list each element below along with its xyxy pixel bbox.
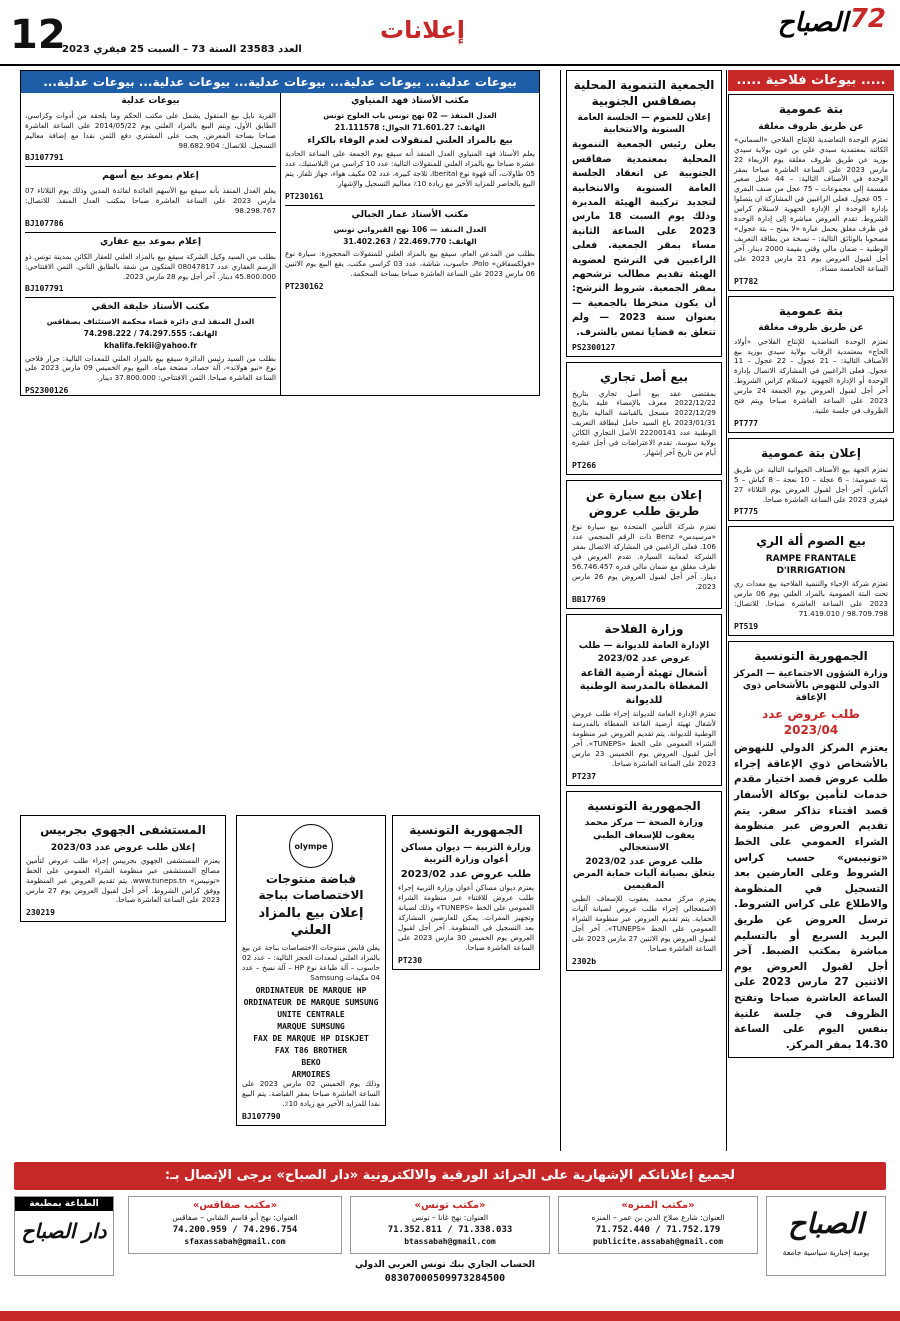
ad-body: تعتزم الوحدة التعاضدية للإنتاج الفلاحي «أولاد الحاج» بمعتمدية الرقاب بولاية سيدي بوزيد بيع الأصناف التالية: – 21 عجول – 22 عجول – 11 عجول. فعلى الراغبين في المشاركة الاتصال بإدارة الوحدة أو الإدارة الجهوية لاستلام كراس الشروط. آخر أجل لقبول العروض يوم الجمعة 24 مارس 2023 على الساعة العاشرة صباحا ويتم فتح الظروف في جلسة علنية. <box>734 336 888 416</box>
ad-body: يعلم الأستاذ فهد المنياوي العدل المنفذ أنه سيقع يوم الجمعة على الساعة الحادية عشرة صباحا بيع بالمزاد العلني للمنقولات التالية: عدد 10 كراسي من البلاستيك، عدد 05 طاولات، آلة قهوة نوع Iberital، ثلاجة كبيرة، عدد 02 مكيف هواء، جهاز تلفاز. يتم البيع بالحاضر للمزايد الأخير مع زيادة 10٪ معاليم التسجيل والإشهار. <box>285 149 535 188</box>
page-header <box>0 0 900 66</box>
column-agricultural <box>728 70 894 1151</box>
ad-body: يعتزم مركز محمد يعقوب للإسعاف الطبي الاستعجالي إجراء طلب عروض لصيانة آليات الحماية. يتم تقديم العروض عبر منظومة الشراء العمومي على الخط «TUNEPS». آخر أجل لقبول العروض يوم الاثنين 27 مارس 2023 على الساعة العاشرة صباحا. <box>572 894 716 953</box>
ad-ref: BJ107791 <box>25 153 64 163</box>
ad-ref: PS2300126 <box>25 386 69 396</box>
office-tunis <box>350 1196 550 1254</box>
ad-phones: الهاتف: 71.601.27 الجوال: 21.111578 <box>334 122 486 132</box>
list-item: ORDINATEUR DE MARQUE HP <box>255 985 367 995</box>
issue-line: العدد 23583 السنة 73 – السبت 25 فيفري 2023 <box>62 44 302 55</box>
printer-name: دار الصباح <box>21 1219 107 1243</box>
ad-title: مكتب الأستاذ فهد المنياوي <box>351 96 469 106</box>
office-address: العنوان: شارع صلاح الدين بن عمر – المنزه <box>591 1213 725 1222</box>
ad-health <box>566 791 722 971</box>
list-item: BEKO <box>301 1057 321 1067</box>
ad-subtitle: إعلان طلب عروض عدد 2023/03 <box>50 842 196 853</box>
ad-body: وذلك يوم الخميس 02 مارس 2023 على الساعة العاشرة صباحا بمقر القباضة. يتم البيع نقدا للمزايد الأخير مع زيادة 10٪. <box>242 1078 380 1108</box>
ad-title: الجمهورية التونسية <box>587 798 701 813</box>
ad-title: إعلام بموعد بيع عقاري <box>99 236 202 247</box>
ad-subtitle: وزارة الصحة — مركز محمد يعقوب للإسعاف الطبي الاستعجالي <box>584 818 704 853</box>
footer-brand-name: الصباح <box>788 1207 864 1240</box>
ad-body: تعتزم شركة التأمين المتحدة بيع سيارة نوع «مرسيدس» Benz ذات الرقم المنجمي عدد 106. فعلى الراغبين في المشاركة الاتصال بمقر الشركة لمعاينة السيارة. تقدم العروض في ظرف مغلق مع ضمان مالي قدره 56.746.457 دينار. آخر أجل لقبول العروض يوم 26 مارس 2023. <box>572 522 716 591</box>
ad-ref: BJ107791 <box>25 284 64 294</box>
ad-headline: بيع بالمزاد العلني لمنقولات لعدم الوفاء بالكراء <box>307 135 513 146</box>
ad-social-affairs <box>728 641 894 1058</box>
column-hospital <box>20 815 226 1151</box>
column-rule <box>560 70 561 1151</box>
ad-subtitle: إعلان للعموم — الجلسة العامة السنوية والانتخابية <box>577 113 711 136</box>
ad-agri-2 <box>728 296 894 433</box>
ad-body: بطلب من السيد وكيل الشركة سيقع بيع بالمزاد العلني للعقار الكائن بمدينة تونس ذو الرسم العقاري عدد 08047817 المتكون من شقة بالطابق الثاني. الثمن الافتتاحي: 45.800.000 دينار. آخر أجل يوم 28 مارس 2023. <box>25 251 276 281</box>
ad-title: إعلان بتة عمومية <box>760 446 862 461</box>
ad-ref: BJ107786 <box>25 218 64 228</box>
ad-agri-4 <box>728 526 894 636</box>
ad-title: وزارة الفلاحة <box>604 621 684 636</box>
office-sfax <box>128 1196 342 1254</box>
ad-title: مكتب الأستاذ عمار الجبالي <box>351 209 469 220</box>
office-phone: 74.200.959 / 74.296.754 <box>172 1224 298 1235</box>
ad-body: يعلن رئيس الجمعية التنموية المحلية بمعتمدية صفاقس الجنوبية عن انعقاد الجلسة العامة السنوية والانتخابية لتجديد تركيبة الهيئة المديرة وذلك يوم السبت 18 مارس 2023 على الساعة الثانية مساء بمقر الجمعية. فعلى الراغبين في الترشح لعضوية الهيئة تقديم مطالب ترشحهم بمقر الجمعية. شروط الترشح: أن يكون منخرطا بالجمعية — بعنوان سنة 2023 — ولم تتعلق به قضايا تمس بالشرف. <box>572 139 716 338</box>
divider <box>285 205 535 206</box>
footer-banner: لجميع إعلاناتكم الإشهارية على الجرائد الورقية والالكترونية «دار الصباح» يرجى الإتصال بـ: <box>14 1162 886 1190</box>
office-email[interactable]: btassabah@gmail.com <box>404 1236 496 1246</box>
ad-title: الجمهورية التونسية <box>754 649 868 664</box>
ad-body: يعتزم المركز الدولي للنهوض بالأشخاص ذوي الإعاقة إجراء طلب عروض قصد اختيار مقدم خدمات لتأمين بوكالة الأسفار قصد اقتناء تذاكر سفر. يتم تقديم العروض عبر منظومة الشراء العمومي على الخط «تونيبس» حسب كراس الشروط وعلى العارضين بعد التسجيل في المنظومة والاطلاع على كراس الشروط. ترسل العروض عن طريق البريد السريع أو بالتسليم مباشرة بمكتب الضبط. آخر أجل لقبول العروض يوم الاثنين 27 مارس 2023 على الساعة العاشرة صباحا وتفتح الظروف في جلسة علنية بنفس اليوم على الساعة 14.30 بمقر المركز. <box>734 742 888 1051</box>
ad-subtitle: العدل المنفذ — 106 نهج القيرواني تونس <box>333 224 487 234</box>
ad-title: إعلان بيع سيارة عن طريق طلب عروض <box>586 488 702 518</box>
ad-subtitle: العدل المنفذ لدى دائرة قضاء محكمة الاستئناف بصفاقس <box>46 317 255 327</box>
divider <box>25 297 276 298</box>
ad-body: تعتزم الوحدة التعاضدية للإنتاج الفلاحي «السماني» الكائنة بمعتمدية سيدي علي بن عون بولاية سيدي بوزيد عن طريق ظروف مغلقة يوم الاربعاء 22 مارس 2023 على الساعة العاشرة صباحا بمقر الوحدة في الأصناف التالية: – 44 عجل صغير مقسمة إلى مجموعات – 75 عجل من صنف البقري – 05 عجول. فعلى الراغبين في المشاركة ان يتصلوا بإدارة الوحدة او الإدارة الجهوية لاستلام كراس الشروط. تقدم العروض مباشرة إلى إدارة الوحدة في ظرف مغلق يحمل عبارة «لا يفتح – بتة عجول» مصحوبا بالوثائق التالية: – نسخة من بطاقة التعريف الوطنية – ضمان مالي وقتي بقيمة 2000 دينار. آخر أجل لقبول العروض يوم 21 مارس 2023 على الساعة الخامسة مساء. <box>734 134 888 273</box>
printer-logo <box>14 1196 114 1276</box>
office-address: العنوان: نهج أبو قاسم الشابي – صفاقس <box>172 1213 298 1222</box>
brand-logo <box>732 4 892 62</box>
ad-subtitle: عن طريق ظروف مغلقة <box>758 121 864 132</box>
judicial-columns <box>21 93 539 395</box>
ad-ref: PT777 <box>734 419 759 429</box>
ad-headline: طلب عروض عدد 2023/02 يتعلق بصيانة آليات حماية المرض المقيمين <box>572 856 716 892</box>
ad-title: بيع أصل تجاري <box>600 369 688 384</box>
ad-title: المستشفى الجهوي بجربيس <box>40 823 206 837</box>
ad-headline: أشغال تهيئة أرضية القاعة المغطاة بالمدرسة الوطنية للديوانة <box>579 667 709 706</box>
ad-body: يعلن قابض منتوجات الاختصاصات بباجة عن بيع بالمزاد العلني لمعدات الحجز التالية: – عدد 02 حاسوب – آلة طباعة نوع HP – آلة نسخ – عدد 04 مكيفات Samsung <box>242 942 381 982</box>
bank-info <box>130 1260 760 1284</box>
ad-association <box>566 70 722 357</box>
printer-heading: الطباعة بمطبعة <box>15 1197 113 1211</box>
ad-title: إعلام بموعد بيع أسهم <box>102 171 199 182</box>
brand-number: 72 <box>849 4 886 34</box>
ad-ref: PT230 <box>398 955 423 965</box>
judicial-right-col <box>280 93 539 395</box>
ad-ref: PT237 <box>572 771 597 781</box>
ad-business-sale <box>566 362 722 475</box>
ad-ref: 2302b <box>572 956 597 966</box>
ad-car-sale <box>566 480 722 609</box>
bank-label: الحساب الجاري بنك تونس العربي الدولي <box>355 1260 535 1270</box>
ad-headline: طلب عروض عدد 2023/04 <box>762 707 860 737</box>
office-title: «مكتب تونس» <box>414 1200 486 1211</box>
ad-title: بيع الصوم ألة الري <box>756 534 866 549</box>
ad-body: تعتزم شركة الإحياء والتنمية الفلاحية بيع معدات ري تحت البتة العمومية بالمزاد العلني يوم 06 مارس 2023 على الساعة العاشرة صباحا. للاتصال: 98.709.798 / 71.419.010 <box>734 579 888 619</box>
ad-revenue-auction <box>236 815 386 1126</box>
section-title: إعلانات <box>380 16 465 44</box>
column-education-tender <box>392 815 540 1151</box>
ad-email: khalifa.fekii@yahoo.fr <box>103 341 198 351</box>
list-item: UNITE CENTRALE <box>277 1009 345 1019</box>
ad-ref: PT782 <box>734 276 759 286</box>
office-phone: 71.752.440 / 71.752.179 <box>595 1224 721 1235</box>
brand-name: الصباح <box>777 8 848 38</box>
ad-title: الجمعية التنموية المحلية بصفاقس الجنوبية <box>573 78 715 108</box>
office-address: العنوان: نهج غانا – تونس <box>411 1213 489 1222</box>
column-notices <box>566 70 722 1151</box>
ad-phones: الهاتف: 74.297.555 / 74.298.222 <box>83 329 218 339</box>
ad-subtitle: وزارة التربية — ديوان مساكن أعوان وزارة التربية <box>401 842 531 865</box>
office-email[interactable]: publicite.assabah@gmail.com <box>592 1236 724 1246</box>
item-list <box>242 986 380 1079</box>
ad-subtitle: العدل المنفذ — 02 نهج تونس باب العلوج تونس <box>323 110 497 120</box>
ad-customs <box>566 614 722 786</box>
agri-banner: ..... بيوعات فلاحية ..... <box>728 70 894 91</box>
bank-iban: 08307000509973284500 <box>384 1273 506 1284</box>
ad-body: يعلم العدل المنفذ بأنه سيقع بيع الأسهم العائدة لفائدة المدين وذلك يوم الثلاثاء 07 مارس 2023 على الساعة العاشرة صباحا بمكتب العدل المنفذ. للاتصال: 98.298.767 <box>25 186 276 215</box>
ad-ref: PT775 <box>734 507 759 517</box>
list-item: ORDINATEUR DE MARQUE SUMSUNG <box>243 997 379 1007</box>
ad-body: تعتزم الإدارة العامة للديوانة إجراء طلب عروض لأشغال تهيئة أرضية القاعة المغطاة بالمدرسة الوطنية للديوانة. يتم تقديم العروض عبر منظومة الشراء العمومي على الخط «TUNEPS». آخر أجل لقبول العروض يوم الخميس 23 مارس 2023 على الساعة العاشرة صباحا. <box>572 709 717 768</box>
ad-body: يعتزم ديوان مساكن أعوان وزارة التربية إجراء طلب عروض للاقتناء عبر منظومة الشراء العمومي على الخط «TUNEPS» وذلك لصيانة وتجهيز المقرات. يمكن للعارضين المشاركة بعد التسجيل في المنظومة. آخر أجل لقبول العروض يوم الخميس 30 مارس 2023 على الساعة العاشرة صباحا. <box>398 883 534 952</box>
ad-subtitle: وزارة الشؤون الاجتماعية — المركز الدولي للنهوض بالأشخاص ذوي الإعاقة <box>734 668 888 703</box>
ad-ref: BJ107790 <box>242 1111 281 1121</box>
page-number: 12 <box>10 12 66 58</box>
ad-phones: الهاتف: 22.469.770 / 31.402.263 <box>343 236 477 246</box>
ad-ref: PT519 <box>734 622 759 632</box>
judicial-banner: بيوعات عدلية... بيوعات عدلية... بيوعات عدلية... بيوعات عدلية... بيوعات عدلية... <box>21 71 539 93</box>
ad-education <box>392 815 540 970</box>
ad-body: بطلب من السيد رئيس الدائرة سيقع بيع بالمزاد العلني للمعدات التالية: جرار فلاحي نوع «نيو هولاند»، آلة حصاد، مضخة مياه. البيع يوم الخميس 09 مارس 2023 على الساعة العاشرة صباحا. الثمن الافتتاحي: 37.800.000 دينار. <box>25 353 276 383</box>
ad-ref: PT266 <box>572 461 597 471</box>
page-footer <box>0 1156 900 1321</box>
ad-headline: إعلان بيع بالمزاد العلني <box>258 906 364 939</box>
divider <box>25 232 276 233</box>
ad-title: بيوعات عدلية <box>121 96 180 106</box>
ad-body: بمقتضى عقد بيع أصل تجاري بتاريخ 2022/12/22 معرف بالإمضاء عليه بتاريخ 2022/12/29 مسجل بالقباضة المالية بتاريخ 2023/01/31 باع السيد حامل لبطاقة التعريف الوطنية عدد 22200141 الأصل التجاري الكائن بولاية سوسة. تقدم الاعتراضات في أجل عشرة أيام من تاريخ آخر إشهار. <box>572 388 716 458</box>
ad-ref: PT230162 <box>285 281 324 291</box>
ad-title: بتة عمومية <box>778 303 844 318</box>
office-phone: 71.352.811 / 71.338.033 <box>387 1224 513 1235</box>
list-item: MARQUE SUMSUNG <box>277 1021 345 1031</box>
office-email[interactable]: sfaxassabah@gmail.com <box>184 1236 286 1246</box>
ad-ref: PS2300127 <box>572 342 616 352</box>
ad-ref: PT230161 <box>285 191 324 201</box>
divider <box>25 166 276 167</box>
ad-body: يعتزم المستشفى الجهوي بجربيس إجراء طلب عروض لتأمين مصالح المستشفى عبر منظومة الشراء العمومي على الخط «تونيبس» www.tuneps.tn. يتم تقديم العروض عبر المنظومة ووفق كراس الشروط. آخر أجل لقبول العروض يوم 27 مارس 2023 على الساعة العاشرة صباحا. <box>26 855 221 905</box>
ad-title: بتة عمومية <box>778 102 844 116</box>
office-title: «مكتب صفاقس» <box>192 1200 278 1211</box>
ad-subtitle: الإدارة العامة للديوانة — طلب عروض عدد 2023/02 <box>578 641 710 664</box>
footer-brand-tagline: يومية إخبارية سياسية جامعة <box>782 1248 870 1257</box>
list-item: ARMOIRES <box>291 1069 331 1079</box>
judicial-left-col <box>21 93 280 395</box>
ad-title: قباضة منتوجات الاختصاصات بباجة <box>258 872 364 902</box>
list-item: FAX DE MARQUE HP DISKJET <box>253 1033 369 1043</box>
ad-ref: 230219 <box>26 908 55 918</box>
judicial-box <box>20 70 540 396</box>
office-monzah <box>558 1196 758 1254</box>
ad-headline: طلب عروض عدد 2023/02 <box>400 868 532 880</box>
ad-ref: BB17769 <box>572 594 606 604</box>
office-title: «مكتب المنزه» <box>621 1200 695 1211</box>
ad-body: القرية نابل بيع المنقول يشمل على مكتب الحكم وما يلحقه من أدوات وكراسي، الطابق الأول، ويتم البيع بالمزاد العلني يوم 2014/05/22 على الساعة العاشرة صباحا بساحة المعرض. يجب على المشتري دفع الثمن نقدا مع إضافة معاليم التسجيل. للاتصال: 98.682.904 <box>25 110 276 150</box>
ad-subtitle: RAMPE FRANTALE D'IRRIGATION <box>765 554 857 577</box>
column-rule <box>726 70 727 1151</box>
footer-stripe <box>0 1311 900 1321</box>
ad-hospital <box>20 815 226 922</box>
ad-subtitle: عن طريق ظروف مغلقة <box>758 323 864 334</box>
ad-title: مكتب الأستاذ خليفة الخقي <box>91 302 210 313</box>
olympe-logo: olympe <box>289 824 333 868</box>
ad-agri-3 <box>728 438 894 521</box>
ad-title: الجمهورية التونسية <box>409 823 523 837</box>
column-revenue-auction <box>236 815 386 1151</box>
ad-body: بطلب من المدعي العام، سيقع بيع بالمزاد العلني للمنقولات المحجوزة: سيارة نوع «فولكسفاقن» Polo، حاسوب، شاشة، عدد 03 كراسي مكتب. يقع البيع يوم الاثنين 06 مارس 2023 على الساعة العاشرة صباحا بساحة المحكمة. <box>285 248 535 278</box>
ad-body: تعتزم الجهة بيع الأصناف الحيوانية التالية عن طريق بتة عمومية: – 6 عجلة – 10 نعجة – 8 كباش – 5 أكباش. آخر أجل لقبول العروض يوم الثلاثاء 27 فيفري 2023 على الساعة العاشرة صباحا. <box>734 464 889 504</box>
ad-agri-1 <box>728 94 894 291</box>
footer-brand-logo <box>766 1196 886 1276</box>
judicial-sales-block <box>20 70 540 809</box>
list-item: FAX T86 BROTHER <box>274 1045 348 1055</box>
